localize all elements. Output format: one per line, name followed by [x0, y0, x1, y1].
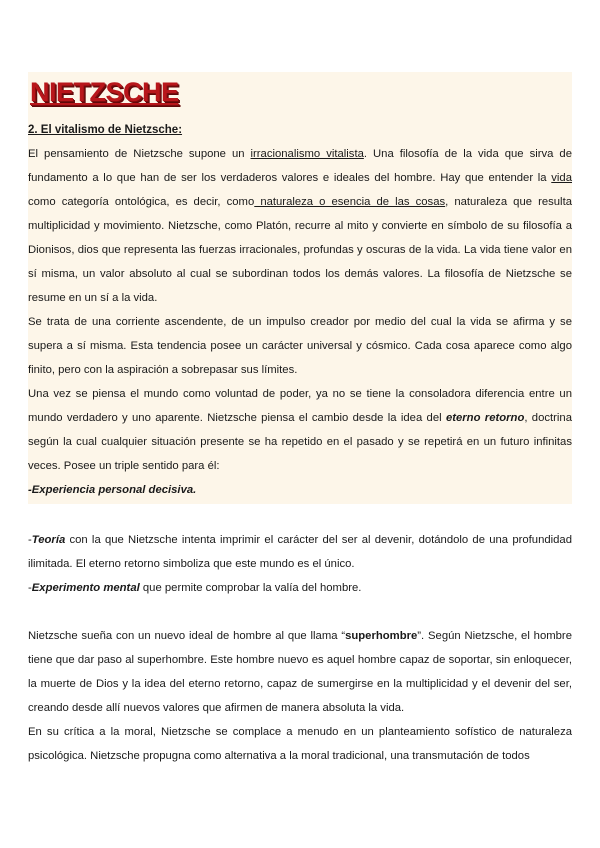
list-item-3: -Experimento mental que permite comprobar la valía del hombre.	[28, 582, 362, 594]
paragraph-1: El pensamiento de Nietzsche supone un irracionalismo vitalista. Una filosofía de la vida que sirva de fundamento a lo que han de ser los verdaderos valores e ideales del hombre. Hay que entender la vida como categoría ontológica, es decir, como naturaleza o esencia de las cosas, naturaleza que resulta multiplicidad y movimiento. Nietzsche, como Platón, recurre al mito y convierte en símbolo de su filosofía a Dionisos, dios que representa las fuerzas irracionales, profundas y oscuras de la vida. La vida tiene valor en sí misma, un valor absoluto al cual se subordinan todos los demás valores. La filosofía de Nietzsche se resume en un sí a la vida.	[28, 148, 572, 304]
paragraph-5: En su crítica a la moral, Nietzsche se complace a menudo en un planteamiento sofístico de naturaleza psicológica. Nietzsche propugna como alternativa a la moral tradicional, una transmutación de todos	[28, 726, 572, 762]
shaded-section	[28, 72, 572, 504]
spacer	[28, 504, 572, 528]
section-heading: 2. El vitalismo de Nietzsche:	[28, 124, 183, 136]
document-page	[28, 72, 572, 768]
paragraph-4: Nietzsche sueña con un nuevo ideal de hombre al que llama “superhombre”. Según Nietzsche, el hombre tiene que dar paso al superhombre. Este hombre nuevo es aquel hombre capaz de soportar, sin enloquecer, la muerte de Dios y la idea del eterno retorno, capaz de sumergirse en la multiplicidad y el devenir del ser, creando desde allí nuevos valores que afirmen de manera absoluta la vida.	[28, 630, 572, 714]
list-item-2: -Teoría con la que Nietzsche intenta imprimir el carácter del ser al devenir, dotándolo de una profundidad ilimitada. El eterno retorno simboliza que este mundo es el único.	[28, 534, 572, 570]
spacer	[28, 600, 572, 624]
underlined-term: naturaleza o esencia de las cosas	[254, 196, 446, 208]
emphasized-term: superhombre	[345, 630, 418, 642]
emphasized-term: eterno retorno	[445, 412, 525, 424]
underlined-term: irracionalismo vitalista	[250, 148, 364, 160]
list-item-1: -Experiencia personal decisiva.	[28, 484, 197, 496]
page-title: NIETZSCHE	[30, 77, 179, 107]
underlined-term: vida	[551, 172, 572, 184]
paragraph-2: Se trata de una corriente ascendente, de un impulso creador por medio del cual la vida se afirma y se supera a sí misma. Esta tendencia posee un carácter universal y cósmico. Cada cosa aparece como algo finito, pero con la aspiración a sobrepasar sus límites.	[28, 316, 572, 376]
paragraph-3: Una vez se piensa el mundo como voluntad de poder, ya no se tiene la consoladora diferencia entre un mundo verdadero y uno aparente. Nietzsche piensa el cambio desde la idea del eterno retorno, doctrina según la cual cualquier situación presente se ha repetido en el pasado y se repetirá en un futuro infinitas veces. Posee un triple sentido para él:	[28, 388, 572, 472]
